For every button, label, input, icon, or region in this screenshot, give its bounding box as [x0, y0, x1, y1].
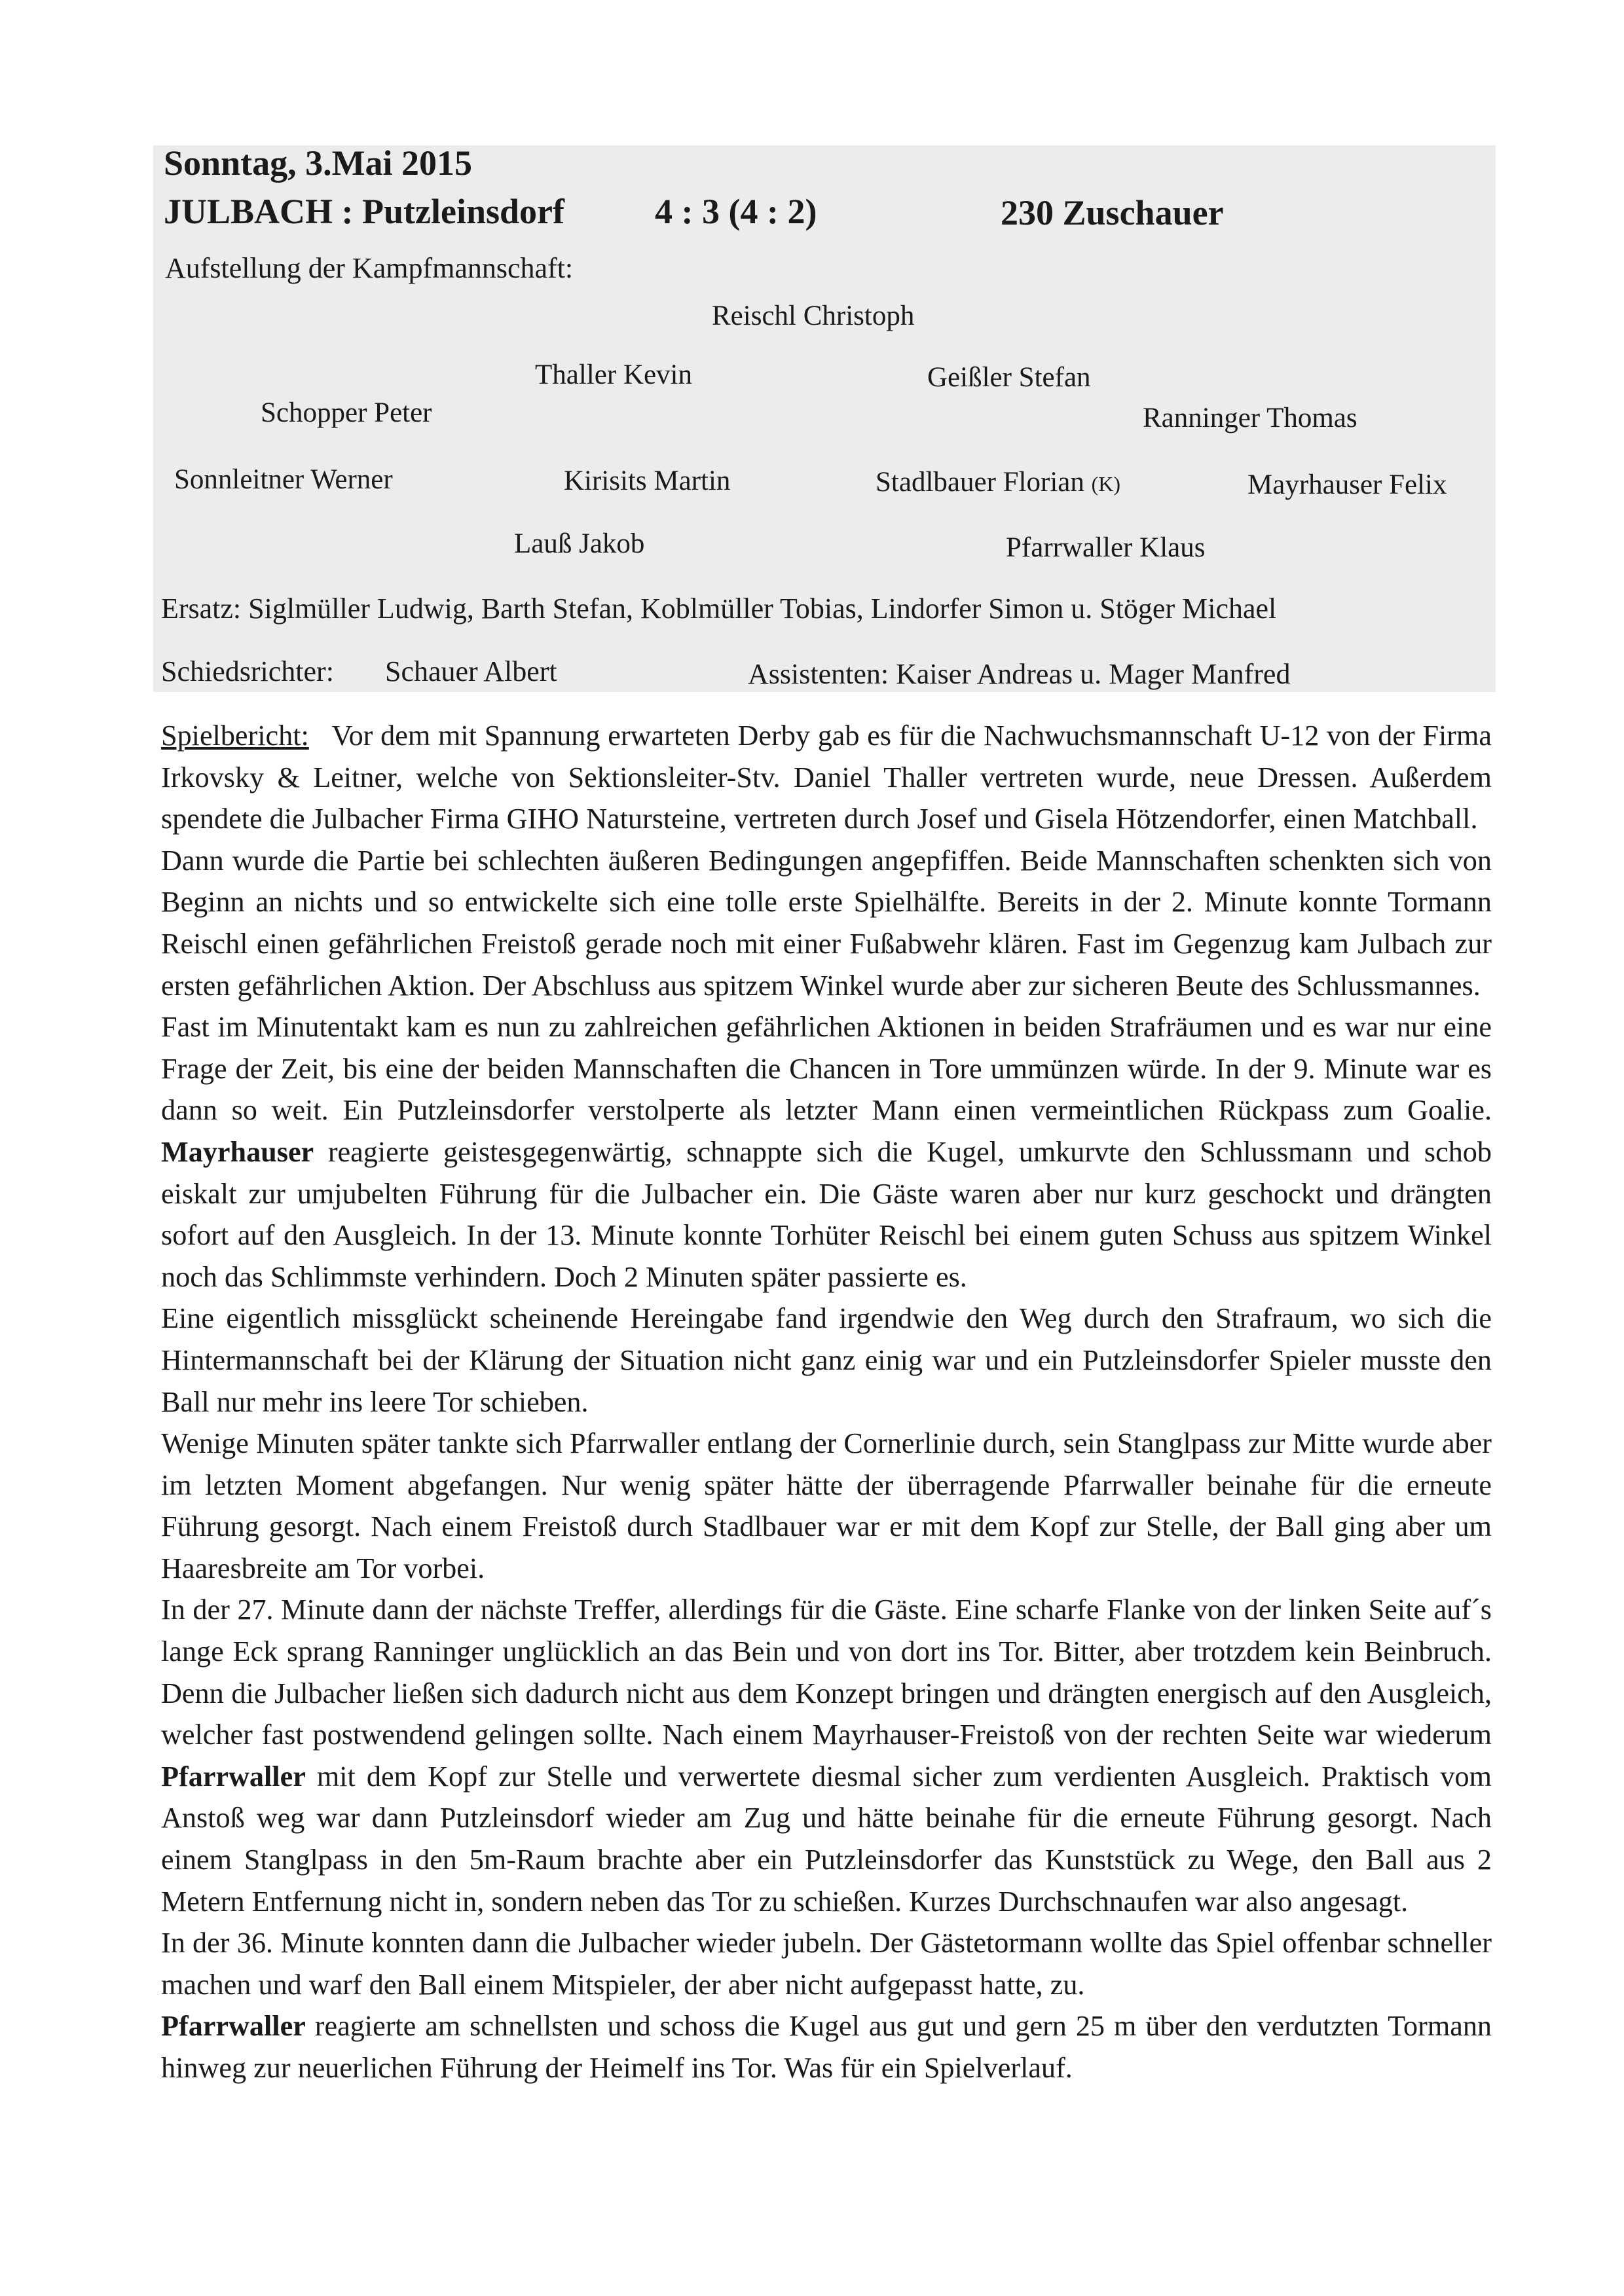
report-heading: Spielbericht:	[161, 720, 309, 752]
referee-label: Schiedsrichter:	[161, 655, 334, 687]
player-forward-left: Lauß Jakob	[514, 528, 645, 559]
report-paragraph	[161, 715, 1492, 840]
report-paragraph: Wenige Minuten später tankte sich Pfarrwaller entlang der Cornerlinie durch, sein Stanglpass zur Mitte wurde aber im letzten Moment abgefangen. Nur wenig später hätte der überragende Pfarrwaller beinahe für die erneute Führung gesorgt. Nach einem Freistoß durch Stadlbauer war er mit dem Kopf zur Stelle, der Ball ging aber um Haaresbreite am Tor vorbei.	[161, 1427, 1492, 1584]
player-mid-3	[876, 466, 1120, 498]
substitutes: Ersatz: Siglmüller Ludwig, Barth Stefan, Koblmüller Tobias, Lindorfer Simon u. Stöger Michael	[161, 592, 1277, 625]
player-row2-right: Geißler Stefan	[927, 362, 1091, 393]
captain-mark: (K)	[1091, 472, 1121, 496]
scorer-name: Pfarrwaller	[161, 2010, 306, 2043]
scorer-name: Mayrhauser	[161, 1135, 314, 1168]
player-row2-left: Thaller Kevin	[535, 359, 692, 390]
report-paragraph	[161, 1922, 1492, 2088]
report-text: Vor dem mit Spannung erwarteten Derby gab es für die Nachwuchsmannschaft U-12 von der Firma Irkovsky & Leitner, welche von Sektionsleiter-Stv. Daniel Thaller vertreten wurde, neue Dressen. Außerdem spendete die Julbacher Firma GIHO Natursteine, vertreten durch Josef und Gisela Hötzendorfer, einen Matchball.	[161, 720, 1492, 835]
report-paragraph	[161, 1589, 1492, 1922]
report-text: reagierte am schnellsten und schoss die Kugel aus gut und gern 25 m über den verdutzten Tormann hinweg zur neuerlichen Führung der Heimelf ins Tor. Was für ein Spielverlauf.	[161, 2010, 1492, 2084]
player-mid-3-name: Stadlbauer Florian	[876, 467, 1084, 498]
report-paragraph: Eine eigentlich missglückt scheinende Hereingabe fand irgendwie den Weg durch den Strafraum, wo sich die Hintermannschaft bei der Klärung der Situation nicht ganz einig war und ein Putzleinsdorfer Spieler musste den Ball nur mehr ins leere Tor schieben.	[161, 1302, 1492, 1418]
player-mid-2: Kirisits Martin	[564, 465, 731, 496]
player-mid-1: Sonnleitner Werner	[174, 464, 393, 495]
report-text: In der 27. Minute dann der nächste Treffer, allerdings für die Gäste. Eine scharfe Flanke von der linken Seite auf´s lange Eck sprang Ranninger unglücklich an das Bein und von dort ins Tor. Bitter, aber trotzdem kein Beinbruch. Denn die Julbacher ließen sich dadurch nicht aus dem Konzept bringen und drängten energisch auf den Ausgleich, welcher fast postwendend gelingen sollte. Nach einem Mayrhauser-Freistoß von der rechten Seite war wiederum	[161, 1594, 1492, 1751]
player-wide-left: Schopper Peter	[261, 397, 432, 428]
report-text: reagierte geistesgegenwärtig, schnappte sich die Kugel, umkurvte den Schlussmann und schob eiskalt zur umjubelten Führung für die Julbacher ein. Die Gäste waren aber nur kurz geschockt und drängten sofort auf den Ausgleich. In der 13. Minute konnte Torhüter Reischl bei einem guten Schuss aus spitzem Winkel noch das Schlimmste verhindern. Doch 2 Minuten später passierte es.	[161, 1135, 1492, 1293]
report-text: mit dem Kopf zur Stelle und verwertete diesmal sicher zum verdienten Ausgleich. Praktisch vom Anstoß weg war dann Putzleinsdorf wieder am Zug und hätte beinahe für die erneute Führung gesorgt. Nach einem Stanglpass in den 5m-Raum brachte aber ein Putzleinsdorfer das Kunststück zu Wege, den Ball aus 2 Metern Entfernung nicht in, sondern neben das Tor zu schießen. Kurzes Durchschnaufen war also angesagt.	[161, 1760, 1492, 1918]
match-teams: JULBACH : Putzleinsdorf	[164, 192, 564, 231]
match-date: Sonntag, 3.Mai 2015	[164, 143, 473, 183]
match-score: 4 : 3 (4 : 2)	[655, 192, 817, 231]
player-goalkeeper: Reischl Christoph	[712, 301, 915, 331]
assistants: Assistenten: Kaiser Andreas u. Mager Manfred	[748, 658, 1291, 690]
player-mid-4: Mayrhauser Felix	[1247, 469, 1447, 500]
spectator-count: 230 Zuschauer	[1001, 193, 1224, 232]
lineup-title: Aufstellung der Kampfmannschaft:	[165, 252, 574, 284]
scorer-name: Pfarrwaller	[161, 1760, 306, 1793]
report-text: Fast im Minutentakt kam es nun zu zahlreichen gefährlichen Aktionen in beiden Strafräumen und es war nur eine Frage der Zeit, bis eine der beiden Mannschaften die Chancen in Tore ummünzen würde. In der 9. Minute war es dann so weit. Ein Putzleinsdorfer verstolperte als letzter Mann einen vermeintlichen Rückpass zum Goalie.	[161, 1011, 1492, 1127]
report-paragraph	[161, 1006, 1492, 1298]
report-text: In der 36. Minute konnten dann die Julbacher wieder jubeln. Der Gästetormann wollte das Spiel offenbar schneller machen und warf den Ball einem Mitspieler, der aber nicht aufgepasst hatte, zu.	[161, 1927, 1492, 2001]
player-forward-right: Pfarrwaller Klaus	[1006, 532, 1206, 563]
match-report	[161, 715, 1492, 2089]
referee-name: Schauer Albert	[385, 655, 557, 687]
player-wide-right: Ranninger Thomas	[1143, 403, 1357, 433]
report-paragraph: Dann wurde die Partie bei schlechten äußeren Bedingungen angepfiffen. Beide Mannschaften schenkten sich von Beginn an nichts und so entwickelte sich eine tolle erste Spielhälfte. Bereits in der 2. Minute konnte Tormann Reischl einen gefährlichen Freistoß gerade noch mit einer Fußabwehr klären. Fast im Gegenzug kam Julbach zur ersten gefährlichen Aktion. Der Abschluss aus spitzem Winkel wurde aber zur sicheren Beute des Schlussmannes.	[161, 844, 1492, 1002]
